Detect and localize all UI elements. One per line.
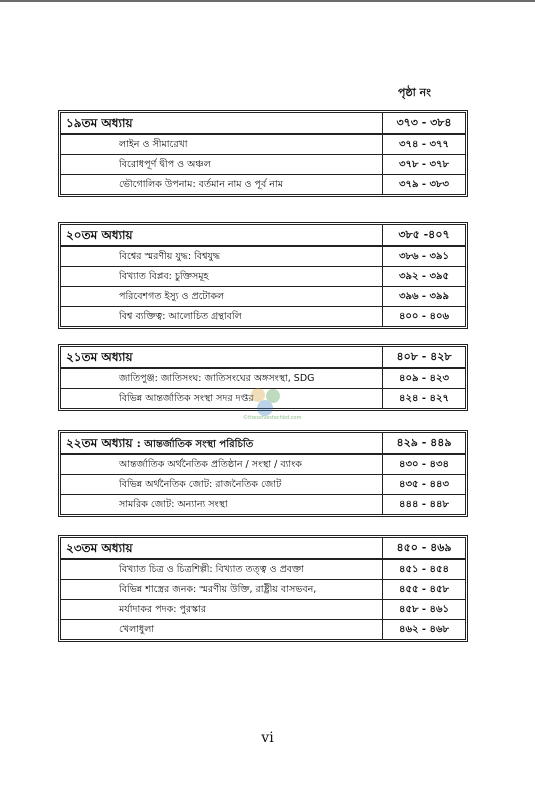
topic-pages: ৩৭৯ - ৩৮৩ xyxy=(398,179,450,190)
toc-row xyxy=(61,474,465,494)
chapter-title: ১৯তম অধ্যায় xyxy=(61,113,383,133)
topic-pages: ৩৯৬ - ৩৯৯ xyxy=(398,291,450,302)
chapter-heading-row xyxy=(61,347,465,369)
chapter-heading-row xyxy=(61,113,465,135)
topic-pages: ৪৬২ - ৪৬৮ xyxy=(398,624,450,635)
topic-title: বিভিন্ন অর্থনৈতিক জোট: রাজনৈতিক জোট xyxy=(61,475,383,494)
toc-row xyxy=(61,579,465,599)
chapter-heading-row xyxy=(61,225,465,247)
topic-pages: ৩৭৮ - ৩৭৮ xyxy=(398,159,450,170)
topic-title: আন্তর্জাতিক অর্থনৈতিক প্রতিষ্ঠান / সংস্থা / ব্যাংক xyxy=(61,455,383,474)
topic-title: বিরোধপূর্ণ দ্বীপ ও অঞ্চল xyxy=(61,155,383,174)
topic-pages: ৪৩০ - ৪৩৪ xyxy=(398,459,450,470)
chapter-pages: ৪০৮ - ৪২৮ xyxy=(396,350,452,363)
topic-title: জাতিপুঞ্জ: জাতিসংঘ: জাতিসংঘের অঙ্গসংস্থা, SDG xyxy=(61,369,383,388)
toc-row xyxy=(61,619,465,639)
topic-pages: ৩৮৬ - ৩৯১ xyxy=(398,251,450,262)
topic-title: বিভিন্ন আন্তর্জাতিক সংস্থা সদর দপ্তর xyxy=(61,389,383,408)
chapter-20-box xyxy=(58,222,468,329)
toc-row xyxy=(61,306,465,326)
chapter-title: ২৩তম অধ্যায় xyxy=(61,538,383,558)
chapter-title: ২২তম অধ্যায় : আন্তর্জাতিক সংস্থা পরিচিতি xyxy=(61,433,383,453)
chapter-19-box xyxy=(58,110,468,197)
toc-row xyxy=(61,599,465,619)
topic-title: বিখ্যাত চিত্র ও চিত্রশিল্পী: বিখ্যাত তত্ত্ব ও প্রবক্তা xyxy=(61,560,383,579)
topic-title: বিশ্বের স্মরণীয় যুদ্ধ: বিশ্বযুদ্ধ xyxy=(61,247,383,266)
topic-pages: ৪৩৫ - ৪৪৩ xyxy=(398,479,450,490)
toc-row xyxy=(61,154,465,174)
chapter-pages: ৪২৯ - ৪৪৯ xyxy=(396,436,452,449)
topic-pages: ৪৫৮ - ৪৬১ xyxy=(398,604,450,615)
topic-title: সামরিক জোট: অন্যান্য সংস্থা xyxy=(61,495,383,514)
toc-row xyxy=(61,135,465,154)
chapter-22-box xyxy=(58,430,468,517)
toc-row xyxy=(61,494,465,514)
topic-title: খেলাধুলা xyxy=(61,620,383,639)
page-footer-number: vi xyxy=(261,730,274,746)
chapter-pages: ৪৫০ - ৪৬৯ xyxy=(396,541,452,554)
chapter-pages: ৩৭৩ - ৩৮৪ xyxy=(396,116,452,129)
topic-pages: ৪৫১ - ৪৫৪ xyxy=(398,564,450,575)
toc-row xyxy=(61,286,465,306)
chapter-title: ২১তম অধ্যায় xyxy=(61,347,383,367)
page-number-header: পৃষ্ঠা নং xyxy=(398,86,431,99)
topic-pages: ৩৯২ - ৩৯৫ xyxy=(398,271,450,282)
chapter-heading-row xyxy=(61,433,465,455)
topic-title: বিখ্যাত বিপ্লব: চুক্তিসমূহ xyxy=(61,267,383,286)
toc-row xyxy=(61,455,465,474)
toc-row xyxy=(61,266,465,286)
toc-row xyxy=(61,560,465,579)
topic-title: বিভিন্ন শাস্ত্রের জনক: স্মরণীয় উক্তি, রাষ্ট্রীয় বাসভবন, xyxy=(61,580,383,599)
toc-row xyxy=(61,247,465,266)
chapter-23-box xyxy=(58,535,468,642)
chapter-heading-row xyxy=(61,538,465,560)
top-rule xyxy=(0,0,535,2)
topic-title: লাইন ও সীমারেখা xyxy=(61,135,383,154)
topic-pages: ৩৭৪ - ৩৭৭ xyxy=(398,139,450,150)
topic-title: পরিবেশগত ইস্যু ও প্রটোকল xyxy=(61,287,383,306)
topic-pages: ৪৫৫ - ৪৫৮ xyxy=(398,584,450,595)
toc-row xyxy=(61,174,465,194)
chapter-title: ২০তম অধ্যায় xyxy=(61,225,383,245)
topic-title: মর্যাদাকর পদক: পুরস্কার xyxy=(61,600,383,619)
topic-pages: ৪০০ - ৪০৬ xyxy=(398,311,450,322)
topic-pages: ৪৪৪ - ৪৪৮ xyxy=(398,499,450,510)
topic-pages: ৪২৪ - ৪২৭ xyxy=(398,393,450,404)
topic-title: ভৌগোলিক উপনাম: বর্তমান নাম ও পূর্ব নাম xyxy=(61,175,383,194)
watermark-text: ©thesolvestechbd.com xyxy=(243,415,302,421)
chapter-pages: ৩৮৫ -৪০৭ xyxy=(398,228,450,241)
topic-pages: ৪০৯ - ৪২৩ xyxy=(398,373,450,384)
topic-title: বিশ্ব ব্যক্তিত্ব: আলোচিত গ্রন্থাবলি xyxy=(61,307,383,326)
